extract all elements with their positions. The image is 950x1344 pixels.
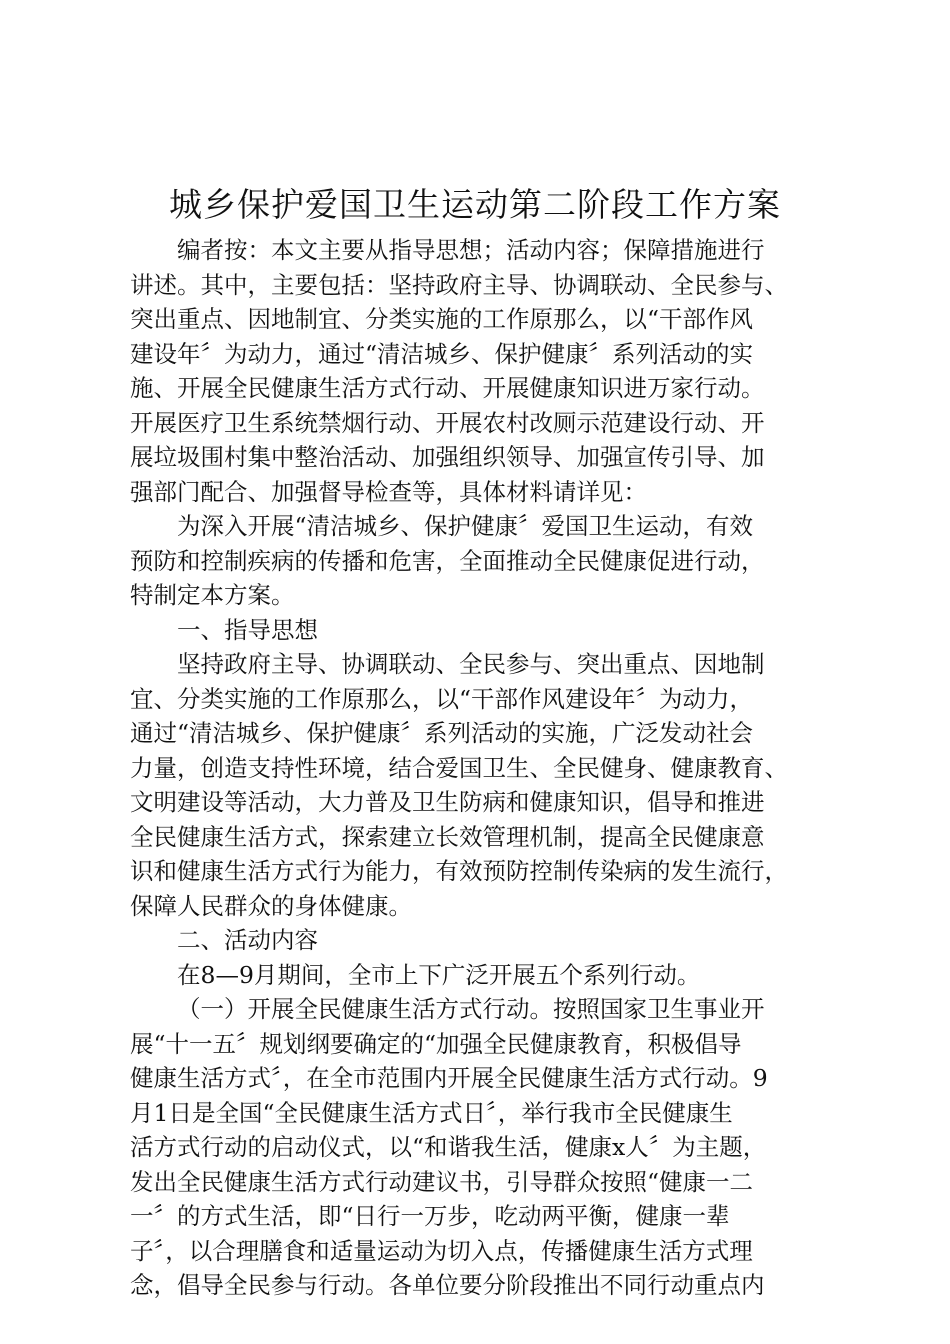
body-line: 展垃圾围村集中整治活动、加强组织领导、加强宣传引导、加 <box>130 443 765 471</box>
document-title: 城乡保护爱国卫生运动第二阶段工作方案 <box>169 185 781 224</box>
document-body <box>130 233 830 1303</box>
body-line: 坚持政府主导、协调联动、全民参与、突出重点、因地制 <box>177 650 765 678</box>
body-line: 预防和控制疾病的传播和危害，全面推动全民健康促进行动， <box>130 546 765 575</box>
body-line: 通过“清洁城乡、保护健康〞系列活动的实施，广泛发动社会 <box>130 719 754 747</box>
body-line: 施、开展全民健康生活方式行动、开展健康知识进万家行动。 <box>130 374 765 402</box>
body-line: 活方式行动的启动仪式，以“和谐我生活，健康x人〞为主题， <box>130 1133 767 1161</box>
body-line: 建设年〞为动力，通过“清洁城乡、保护健康〞系列活动的实 <box>130 339 754 368</box>
body-line: 健康生活方式〞，在全市范围内开展全民健康生活方式行动。9 <box>130 1064 768 1092</box>
body-line: 子〞，以合理膳食和适量运动为切入点，传播健康生活方式理 <box>130 1236 753 1265</box>
body-line: （一）开展全民健康生活方式行动。按照国家卫生事业开 <box>177 995 765 1023</box>
body-line: 全民健康生活方式，探索建立长效管理机制，提高全民健康意 <box>130 822 765 851</box>
body-line: 文明建设等活动，大力普及卫生防病和健康知识，倡导和推进 <box>130 788 765 816</box>
body-line: 为深入开展“清洁城乡、保护健康〞爱国卫生运动，有效 <box>177 512 754 540</box>
body-line: 讲述。其中，主要包括：坚持政府主导、协调联动、全民参与、 <box>130 270 788 299</box>
body-line: 特制定本方案。 <box>130 581 295 609</box>
body-line: 保障人民群众的身体健康。 <box>130 891 412 920</box>
body-line: 开展医疗卫生系统禁烟行动、开展农村改厕示范建设行动、开 <box>130 408 765 437</box>
section-heading: 一、指导思想 <box>177 615 318 644</box>
body-line: 发出全民健康生活方式行动建议书，引导群众按照“健康一二 <box>130 1167 754 1196</box>
body-line: 在8—9月期间，全市上下广泛开展五个系列行动。 <box>177 960 701 989</box>
body-line: 强部门配合、加强督导检查等，具体材料请详见： <box>130 477 647 506</box>
body-line: 力量，创造支持性环境，结合爱国卫生、全民健身、健康教育、 <box>130 753 788 782</box>
body-line: 宜、分类实施的工作原那么，以“干部作风建设年〞为动力， <box>130 684 754 713</box>
body-line: 念，倡导全民参与行动。各单位要分阶段推出不同行动重点内 <box>130 1271 765 1299</box>
body-line: 展“十一五〞规划纲要确定的“加强全民健康教育，积极倡导 <box>130 1029 742 1058</box>
body-line: 月1日是全国“全民健康生活方式日〞，举行我市全民健康生 <box>130 1098 733 1127</box>
body-line: 编者按：本文主要从指导思想；活动内容；保障措施进行 <box>177 236 765 264</box>
body-line: 一〞的方式生活，即“日行一万步，吃动两平衡，健康一辈 <box>130 1202 730 1230</box>
section-heading: 二、活动内容 <box>177 926 318 954</box>
body-line: 突出重点、因地制宜、分类实施的工作原那么，以“干部作风 <box>130 305 754 333</box>
body-line: 识和健康生活方式行为能力，有效预防控制传染病的发生流行， <box>130 857 788 885</box>
